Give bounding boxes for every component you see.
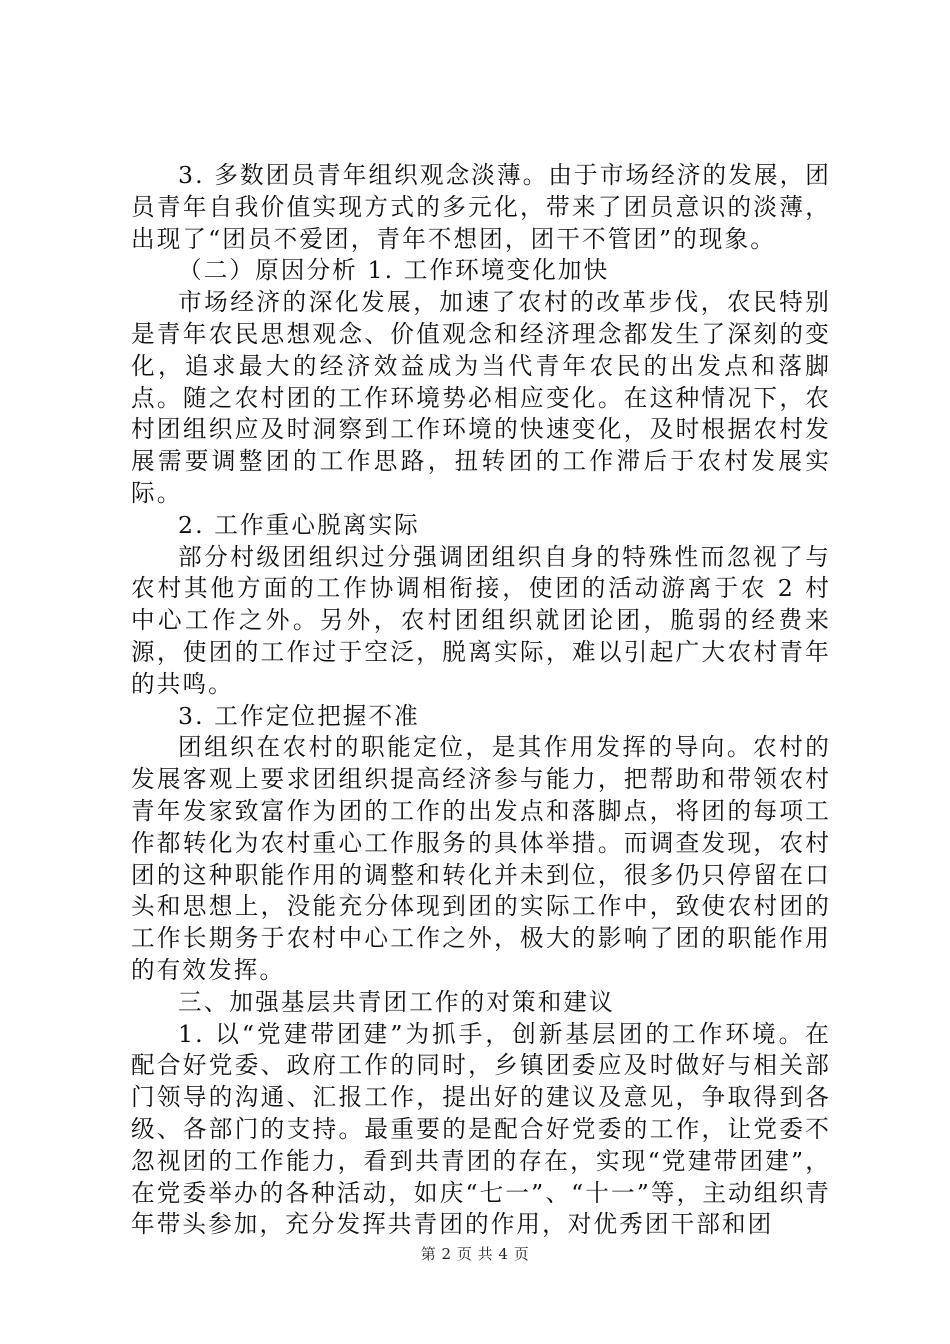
page-number-footer: 第 2 页 共 4 页 [420,1245,530,1263]
heading-cause-analysis: （二）原因分析 1. 工作环境变化加快 [178,256,610,285]
heading-work-focus: 2. 工作重心脱离实际 [178,510,420,539]
heading-work-positioning: 3. 工作定位把握不准 [178,701,420,730]
paragraph-work-environment: 市场经济的深化发展，加速了农村的改革步伐，农民特别是青年农民思想观念、价值观念和经济理念都发生了深刻的变化，追求最大的经济效益成为当代青年农民的出发点和落脚点。随之农村团的工作环境势必相应变化。在这种情况下，农村团组织应及时洞察到工作环境的快速变化，及时根据农村发展需要调整团的工作思路，扭转团的工作滞后于农村发展实际。 [131,288,831,507]
document-body [131,160,831,1241]
paragraph-party-building: 1. 以“党建带团建”为抓手，创新基层团的工作环境。在配合好党委、政府工作的同时，乡镇团委应及时做好与相关部门领导的沟通、汇报工作，提出好的建议及意见，争取得到各级、各部门的支持。最重要的是配合好党委的工作，让党委不忽视团的工作能力，看到共青团的存在，实现“党建带团建”，在党委举办的各种活动，如庆“七一”、“十一”等，主动组织青年带头参加，充分发挥共青团的作用，对优秀团干部和团 [131,1019,831,1239]
paragraph-work-positioning: 团组织在农村的职能定位，是其作用发挥的导向。农村的发展客观上要求团组织提高经济参与能力，把帮助和带领农村青年发家致富作为团的工作的出发点和落脚点，将团的每项工作都转化为农村重心工作服务的具体举措。而调查发现，农村团的这种职能作用的调整和转化并未到位，很多仍只停留在口头和思想上，没能充分体现到团的实际工作中，致使农村团的工作长期务于农村中心工作之外，极大的影响了团的职能作用的有效发挥。 [131,733,831,984]
paragraph-weak-organization-concept: 3. 多数团员青年组织观念淡薄。由于市场经济的发展，团员青年自我价值实现方式的多元化，带来了团员意识的淡薄，出现了“团员不爱团，青年不想团，团干不管团”的现象。 [131,161,831,253]
section-heading-countermeasures: 三、加强基层共青团工作的对策和建议 [178,987,615,1016]
paragraph-work-focus: 部分村级团组织过分强调团组织自身的特殊性而忽视了与农村其他方面的工作协调相衔接，使团的活动游离于农 2 村中心工作之外。另外，农村团组织就团论团，脆弱的经费来源，使团的工作过于空泛，脱离实际，难以引起广大农村青年的共鸣。 [131,542,831,698]
